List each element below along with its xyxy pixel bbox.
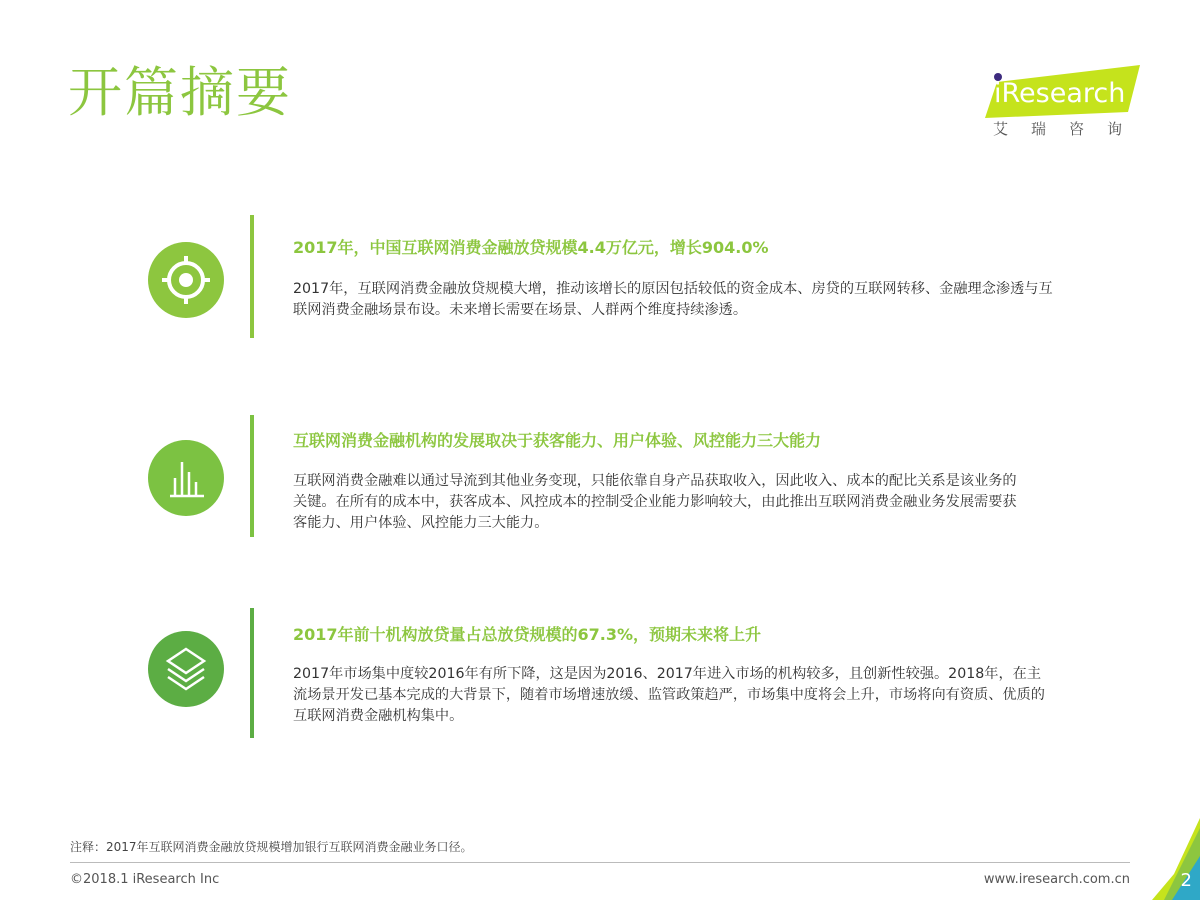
page-number: 2 [1180, 870, 1192, 891]
corner-decoration [1152, 818, 1200, 900]
copyright: ©2018.1 iResearch Inc [70, 872, 220, 887]
section-heading: 2017年，中国互联网消费金融放贷规模4.4万亿元，增长904.0% [293, 238, 769, 257]
layers-icon [148, 631, 224, 707]
section-body: 互联网消费金融难以通过导流到其他业务变现，只能依靠自身产品获取收入，因此收入、成本的配比关系是该业务的关键。在所有的成本中，获客成本、风控成本的控制受企业能力影响较大，由此推出互联网消费金融业务发展需要获客能力、用户体验、风控能力三大能力。 [293, 473, 1017, 531]
target-icon [148, 242, 224, 318]
svg-text:iResearch: iResearch [994, 78, 1126, 109]
section-body: 2017年市场集中度较2016年有所下降，这是因为2016、2017年进入市场的机构较多，且创新性较强。2018年，在主流场景开发已基本完成的大背景下，随着市场增速放缓、监管政策趋严，市场集中度将会上升，市场将向有资质、优质的互联网消费金融机构集中。 [293, 666, 1045, 724]
website-link[interactable]: www.iresearch.com.cn [983, 872, 1130, 887]
section-divider [250, 215, 254, 338]
summary-section-3 [148, 608, 1068, 738]
section-divider [250, 608, 254, 738]
section-divider [250, 415, 254, 537]
section-body: 2017年，互联网消费金融放贷规模大增，推动该增长的原因包括较低的资金成本、房贷的互联网转移、金融理念渗透与互联网消费金融场景布设。未来增长需要在场景、人群两个维度持续渗透。 [293, 281, 1053, 318]
bar-chart-icon [148, 440, 224, 516]
footnote: 注释：2017年互联网消费金融放贷规模增加银行互联网消费金融业务口径。 [70, 840, 473, 854]
summary-section-2 [148, 415, 1068, 540]
section-heading: 2017年前十机构放贷量占总放贷规模的67.3%，预期未来将上升 [293, 625, 762, 644]
footer-divider [70, 862, 1130, 863]
summary-section-1 [148, 215, 1068, 340]
section-heading: 互联网消费金融机构的发展取决于获客能力、用户体验、风控能力三大能力 [293, 431, 822, 450]
logo-subtitle: 艾瑞咨询 [993, 120, 1146, 138]
page-title: 开篇摘要 [68, 61, 292, 124]
